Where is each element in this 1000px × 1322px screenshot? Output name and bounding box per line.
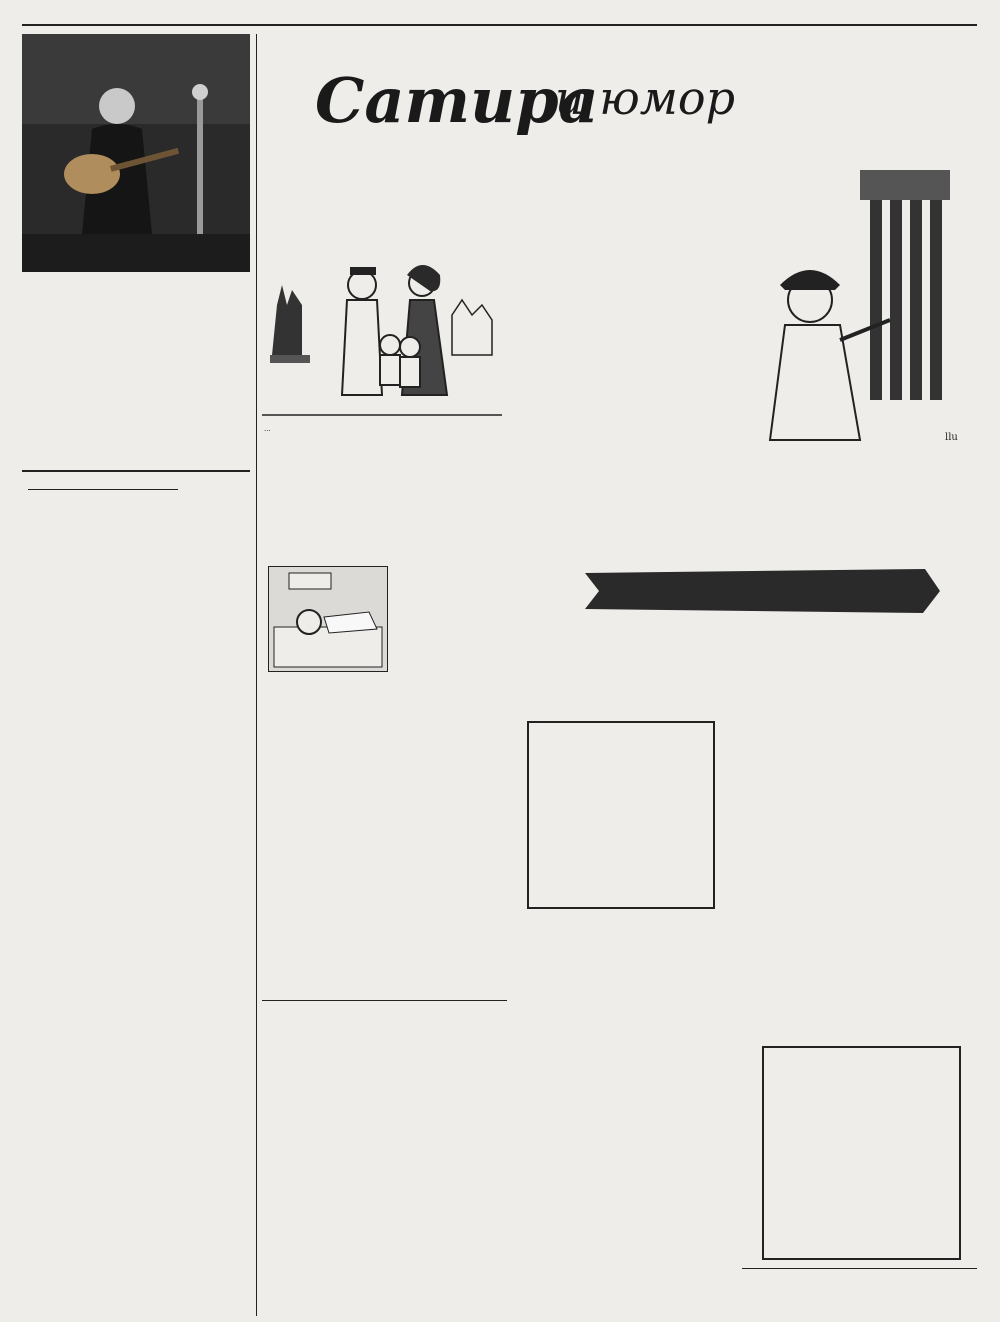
svg-text:и юмор: и юмор — [555, 71, 736, 125]
feuilleton-column-1 — [22, 522, 250, 1317]
imprint-rule — [742, 1268, 977, 1269]
crossword-top-numbers — [762, 1034, 957, 1044]
guitar-performer-photo — [22, 34, 250, 272]
feuilleton-separator — [262, 1000, 507, 1001]
satire-humor-banner — [305, 52, 905, 152]
satire-banner-text: Сатира — [315, 64, 599, 137]
feuilleton-column-2 — [262, 1006, 507, 1301]
na-dosuge-banner — [585, 565, 950, 617]
header-rule — [22, 24, 977, 26]
twins-cartoon — [262, 245, 502, 435]
crossword-grid — [762, 1046, 961, 1260]
kicker-underline — [28, 489, 178, 490]
left-divider — [22, 470, 250, 472]
stockings-cartoon — [740, 160, 975, 450]
left-col-vertical-rule — [256, 34, 257, 1316]
chess-board — [527, 721, 715, 909]
svg-text:llu: llu — [945, 432, 958, 443]
guitar-performer-illustration — [22, 34, 250, 272]
crossword-left-numbers — [748, 1046, 760, 1256]
svg-text:...: ... — [264, 425, 271, 433]
hospital-bed-illustration — [268, 566, 388, 672]
